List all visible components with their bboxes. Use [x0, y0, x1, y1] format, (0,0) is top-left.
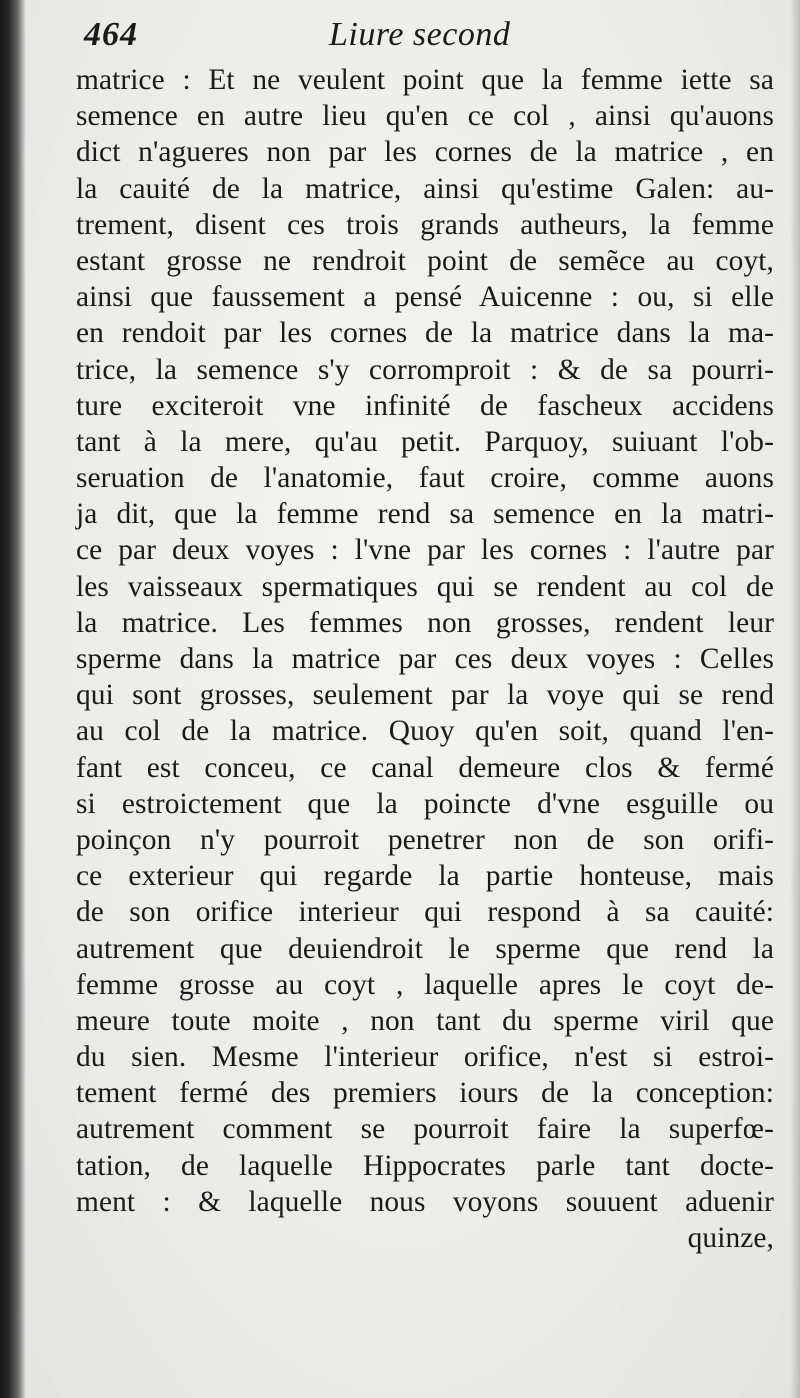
text-line: estant grosse ne rendroit point de semẽce au coyt, [76, 244, 774, 277]
text-line: ce exterieur qui regarde la partie honteuse, mais [76, 860, 774, 893]
text-line: du sien. Mesme l'interieur orifice, n'est si estroi- [76, 1041, 774, 1074]
text-line: ce par deux voyes : l'vne par les cornes : l'autre par [76, 534, 774, 567]
text-line: semence en autre lieu qu'en ce col , ainsi qu'auons [76, 100, 774, 133]
text-line: si estroictement que la poincte d'vne esguille ou [76, 787, 774, 820]
text-line: seruation de l'anatomie, faut croire, comme auons [76, 462, 774, 495]
text-line: tant à la mere, qu'au petit. Parquoy, suiuant l'ob- [76, 425, 774, 458]
text-line: sperme dans la matrice par ces deux voyes : Celles [76, 643, 774, 675]
page-number: 464 [84, 16, 138, 53]
body-text [76, 62, 774, 1256]
text-line: tation, de laquelle Hippocrates parle tant docte- [76, 1149, 774, 1182]
catchword: quinze, [687, 1222, 774, 1254]
text-line: de son orifice interieur qui respond à sa cauité: [76, 896, 774, 929]
text-line: la cauité de la matrice, ainsi qu'estime Galen: au- [76, 172, 774, 205]
text-line: la matrice. Les femmes non grosses, rendent leur [76, 606, 774, 639]
text-line: les vaisseaux spermatiques qui se rendent au col de [76, 570, 774, 603]
running-head: Liure second [329, 16, 511, 53]
page-gutter-shadow [0, 0, 26, 1398]
text-line: trice, la semence s'y corromproit : & de sa pourri- [76, 353, 774, 386]
text-line: en rendoit par les cornes de la matrice dans la ma- [76, 317, 774, 350]
text-line: qui sont grosses, seulement par la voye qui se rend [76, 679, 774, 712]
text-line: ment : & laquelle nous voyons souuent aduenir [76, 1185, 774, 1218]
text-line: trement, disent ces trois grands autheurs, la femme [76, 208, 774, 241]
text-line: tement fermé des premiers iours de la conception: [76, 1077, 774, 1110]
text-line: ja dit, que la femme rend sa semence en la matri- [76, 498, 774, 531]
text-line: poinçon n'y pourroit penetrer non de son orifi- [76, 823, 774, 856]
text-line: au col de la matrice. Quoy qu'en soit, quand l'en- [76, 715, 774, 748]
text-line: fant est conceu, ce canal demeure clos & fermé [76, 751, 774, 784]
text-line: autrement comment se pourroit faire la superfœ- [76, 1113, 774, 1146]
text-line: ture exciteroit vne infinité de fascheux accidens [76, 389, 774, 422]
text-line: matrice : Et ne veulent point que la femme iette sa [76, 64, 774, 96]
page-edge-shadow [790, 0, 800, 1398]
page-header [84, 14, 774, 60]
text-line: ainsi que faussement a pensé Auicenne : ou, si elle [76, 281, 774, 314]
text-line: autrement que deuiendroit le sperme que rend la [76, 932, 774, 965]
text-line: femme grosse au coyt , laquelle apres le coyt de- [76, 968, 774, 1001]
text-line: dict n'agueres non par les cornes de la matrice , en [76, 136, 774, 169]
text-line: meure toute moite , non tant du sperme viril que [76, 1004, 774, 1037]
